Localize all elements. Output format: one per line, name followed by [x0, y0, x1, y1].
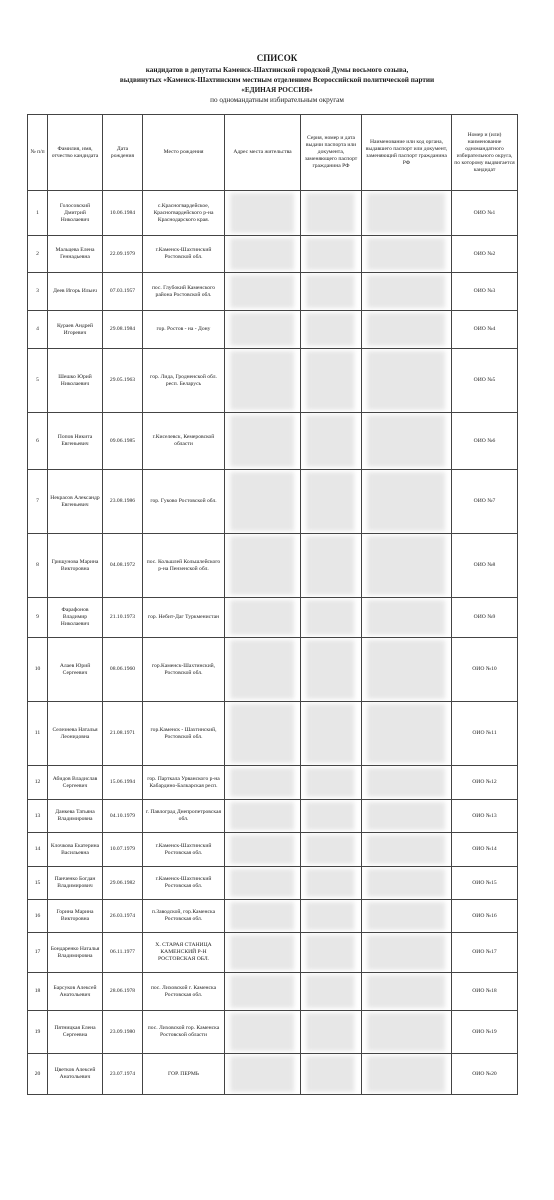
cell-num: 17 [28, 933, 48, 973]
cell-district: ОИО №20 [452, 1054, 518, 1095]
table-row [28, 766, 518, 800]
cell-dob: 08.06.1960 [103, 638, 143, 702]
table-row [28, 598, 518, 638]
cell-address-redacted [225, 1011, 301, 1054]
cell-passport-redacted [301, 470, 362, 534]
cell-num: 10 [28, 638, 48, 702]
table-row [28, 1054, 518, 1095]
cell-issuer-redacted [362, 273, 452, 311]
cell-dob: 23.07.1974 [103, 1054, 143, 1095]
cell-num: 11 [28, 702, 48, 766]
header-line-3: «ЕДИНАЯ РОССИЯ» [241, 86, 313, 94]
cell-birthplace: пос. Лиховской г. Каменска Ростовская обл. [143, 973, 225, 1011]
cell-district: ОИО №7 [452, 470, 518, 534]
cell-issuer-redacted [362, 236, 452, 273]
cell-district: ОИО №12 [452, 766, 518, 800]
cell-address-redacted [225, 800, 301, 833]
cell-birthplace: с.Красногвардейское, Красногвардейского р-на Краснодарского края. [143, 191, 225, 236]
column-header-birthplace: Место рождения [143, 115, 225, 191]
cell-address-redacted [225, 867, 301, 900]
column-header-passport: Серия, номер и дата выдачи паспорта или документа, заменяющего паспорт гражданина РФ [301, 115, 362, 191]
cell-num: 18 [28, 973, 48, 1011]
cell-issuer-redacted [362, 867, 452, 900]
table-row [28, 534, 518, 598]
cell-passport-redacted [301, 638, 362, 702]
cell-passport-redacted [301, 973, 362, 1011]
cell-address-redacted [225, 311, 301, 349]
cell-birthplace: п.Заводской, гор.Каменска Ростовская обл. [143, 900, 225, 933]
cell-name: Некрасов Александр Евгеньевич [48, 470, 103, 534]
cell-address-redacted [225, 598, 301, 638]
cell-passport-redacted [301, 311, 362, 349]
table-row [28, 933, 518, 973]
cell-passport-redacted [301, 900, 362, 933]
cell-passport-redacted [301, 833, 362, 867]
cell-name: Шешко Юрий Николаевич [48, 349, 103, 413]
cell-name: Горина Марина Викторовна [48, 900, 103, 933]
cell-num: 16 [28, 900, 48, 933]
cell-num: 14 [28, 833, 48, 867]
cell-birthplace: г.Киселевск, Кемеровской области [143, 413, 225, 470]
cell-name: Фарафонов Владимир Николаевич [48, 598, 103, 638]
cell-district: ОИО №2 [452, 236, 518, 273]
cell-dob: 23.09.1980 [103, 1011, 143, 1054]
cell-issuer-redacted [362, 766, 452, 800]
cell-num: 12 [28, 766, 48, 800]
cell-address-redacted [225, 236, 301, 273]
cell-birthplace: гор.Каменск - Шахтинский, Ростовской обл. [143, 702, 225, 766]
cell-name: Абидов Владислав Сергеевич [48, 766, 103, 800]
cell-name: Барсуков Алексей Анатольевич [48, 973, 103, 1011]
cell-num: 1 [28, 191, 48, 236]
cell-passport-redacted [301, 273, 362, 311]
cell-num: 2 [28, 236, 48, 273]
cell-address-redacted [225, 1054, 301, 1095]
cell-dob: 07.03.1957 [103, 273, 143, 311]
cell-issuer-redacted [362, 933, 452, 973]
cell-name: Клочкова Екатерина Васильевна [48, 833, 103, 867]
table-row [28, 800, 518, 833]
cell-dob: 10.06.1984 [103, 191, 143, 236]
cell-birthplace: гор. Небит-Даг Туркменистан [143, 598, 225, 638]
cell-birthplace: Х. СТАРАЯ СТАНИЦА КАМЕНСКИЙ Р-Н РОСТОВСКАЯ ОБЛ. [143, 933, 225, 973]
cell-birthplace: гор. Ростов - на - Дону [143, 311, 225, 349]
cell-num: 15 [28, 867, 48, 900]
cell-dob: 04.08.1972 [103, 534, 143, 598]
table-header-row [28, 115, 518, 191]
cell-name: Селезнева Наталья Леонидовна [48, 702, 103, 766]
cell-num: 4 [28, 311, 48, 349]
cell-passport-redacted [301, 933, 362, 973]
cell-birthplace: пос. Лиховской гор. Каменска Ростовской области [143, 1011, 225, 1054]
table-row [28, 470, 518, 534]
cell-passport-redacted [301, 867, 362, 900]
cell-issuer-redacted [362, 638, 452, 702]
cell-passport-redacted [301, 598, 362, 638]
cell-district: ОИО №15 [452, 867, 518, 900]
cell-dob: 29.06.1982 [103, 867, 143, 900]
cell-num: 6 [28, 413, 48, 470]
cell-issuer-redacted [362, 833, 452, 867]
cell-address-redacted [225, 933, 301, 973]
document-header [0, 0, 554, 105]
cell-passport-redacted [301, 349, 362, 413]
cell-district: ОИО №13 [452, 800, 518, 833]
cell-birthplace: г.Каменск-Шахтинский Ростовская обл. [143, 833, 225, 867]
cell-name: Цветков Алексей Анатольевич [48, 1054, 103, 1095]
table-row [28, 311, 518, 349]
cell-address-redacted [225, 900, 301, 933]
cell-num: 13 [28, 800, 48, 833]
cell-birthplace: гор. Парткала Урванского р-на Кабардино-Балкарская респ. [143, 766, 225, 800]
cell-address-redacted [225, 191, 301, 236]
column-header-district: Номер и (или) наименование одномандатного избирательного округа, по которому выдвигается кандидат [452, 115, 518, 191]
cell-district: ОИО №1 [452, 191, 518, 236]
cell-name: Деев Игорь Ильич [48, 273, 103, 311]
table-row [28, 833, 518, 867]
cell-num: 5 [28, 349, 48, 413]
cell-name: Грищунова Марина Викторовна [48, 534, 103, 598]
cell-name: Кураев Андрей Игоревич [48, 311, 103, 349]
cell-dob: 09.06.1985 [103, 413, 143, 470]
document-title: СПИСОК [256, 53, 298, 63]
cell-issuer-redacted [362, 900, 452, 933]
column-header-name: Фамилия, имя, отчество кандидата [48, 115, 103, 191]
table-row [28, 413, 518, 470]
cell-name: Бондаренко Наталья Владимировна [48, 933, 103, 973]
cell-dob: 29.08.1984 [103, 311, 143, 349]
cell-birthplace: гор. Гуково Ростовской обл. [143, 470, 225, 534]
cell-name: Голосовский Дмитрий Николаевич [48, 191, 103, 236]
cell-dob: 21.08.1971 [103, 702, 143, 766]
cell-passport-redacted [301, 766, 362, 800]
cell-num: 19 [28, 1011, 48, 1054]
cell-dob: 04.10.1979 [103, 800, 143, 833]
column-header-num: № п/п [28, 115, 48, 191]
cell-district: ОИО №17 [452, 933, 518, 973]
table-row [28, 236, 518, 273]
cell-district: ОИО №10 [452, 638, 518, 702]
cell-address-redacted [225, 702, 301, 766]
cell-district: ОИО №5 [452, 349, 518, 413]
table-row [28, 273, 518, 311]
cell-district: ОИО №18 [452, 973, 518, 1011]
candidates-table [27, 114, 518, 1095]
cell-birthplace: г.Каменск-Шахтинский Ростовская обл. [143, 867, 225, 900]
cell-address-redacted [225, 273, 301, 311]
cell-issuer-redacted [362, 413, 452, 470]
cell-issuer-redacted [362, 311, 452, 349]
cell-num: 3 [28, 273, 48, 311]
cell-dob: 29.05.1963 [103, 349, 143, 413]
cell-passport-redacted [301, 413, 362, 470]
cell-name: Пятницкая Елена Сергеевна [48, 1011, 103, 1054]
cell-name: Попов Никита Евгеньевич [48, 413, 103, 470]
cell-district: ОИО №19 [452, 1011, 518, 1054]
cell-num: 20 [28, 1054, 48, 1095]
cell-district: ОИО №9 [452, 598, 518, 638]
cell-birthplace: ГОР. ПЕРМЬ [143, 1054, 225, 1095]
cell-dob: 10.07.1979 [103, 833, 143, 867]
cell-dob: 28.06.1978 [103, 973, 143, 1011]
cell-name: Мальцева Елена Геннадьевна [48, 236, 103, 273]
column-header-address: Адрес места жительства [225, 115, 301, 191]
cell-passport-redacted [301, 191, 362, 236]
cell-dob: 23.08.1986 [103, 470, 143, 534]
cell-address-redacted [225, 973, 301, 1011]
cell-district: ОИО №4 [452, 311, 518, 349]
table-row [28, 1011, 518, 1054]
cell-address-redacted [225, 766, 301, 800]
cell-issuer-redacted [362, 973, 452, 1011]
cell-issuer-redacted [362, 1011, 452, 1054]
cell-issuer-redacted [362, 349, 452, 413]
cell-name: Панченко Богдан Владимирович [48, 867, 103, 900]
cell-dob: 21.10.1973 [103, 598, 143, 638]
cell-address-redacted [225, 470, 301, 534]
cell-district: ОИО №14 [452, 833, 518, 867]
cell-birthplace: пос. Кольшлей Кольшлейского р-на Пензенской обл. [143, 534, 225, 598]
cell-issuer-redacted [362, 800, 452, 833]
table-row [28, 702, 518, 766]
cell-dob: 15.06.1994 [103, 766, 143, 800]
column-header-dob: Дата рождения [103, 115, 143, 191]
cell-birthplace: пос. Глубокий Каменского района Ростовской обл. [143, 273, 225, 311]
cell-district: ОИО №8 [452, 534, 518, 598]
table-row [28, 638, 518, 702]
header-line-4: по одномандатным избирательным округам [210, 96, 344, 104]
cell-address-redacted [225, 534, 301, 598]
table-row [28, 900, 518, 933]
cell-issuer-redacted [362, 534, 452, 598]
cell-issuer-redacted [362, 598, 452, 638]
cell-birthplace: гор.Каменск-Шахтинский, Ростовской обл. [143, 638, 225, 702]
cell-passport-redacted [301, 1054, 362, 1095]
cell-issuer-redacted [362, 191, 452, 236]
cell-district: ОИО №11 [452, 702, 518, 766]
cell-issuer-redacted [362, 702, 452, 766]
header-line-2: выдвинутых «Каменск-Шахтинским местным отделением Всероссийской политической партии [119, 76, 435, 84]
cell-address-redacted [225, 638, 301, 702]
cell-name: Данкева Татьяна Владимировна [48, 800, 103, 833]
cell-district: ОИО №6 [452, 413, 518, 470]
cell-passport-redacted [301, 236, 362, 273]
cell-passport-redacted [301, 1011, 362, 1054]
cell-address-redacted [225, 833, 301, 867]
cell-district: ОИО №16 [452, 900, 518, 933]
cell-birthplace: гор. Лида, Гродненской обл. респ. Беларусь [143, 349, 225, 413]
table-row [28, 191, 518, 236]
cell-issuer-redacted [362, 1054, 452, 1095]
cell-passport-redacted [301, 702, 362, 766]
cell-dob: 22.09.1979 [103, 236, 143, 273]
cell-name: Алаев Юрий Сергеевич [48, 638, 103, 702]
table-row [28, 867, 518, 900]
cell-birthplace: г.Каменск-Шахтинский Ростовской обл. [143, 236, 225, 273]
header-line-1: кандидатов в депутаты Каменск-Шахтинской городской Думы восьмого созыва, [145, 66, 409, 74]
cell-address-redacted [225, 349, 301, 413]
cell-passport-redacted [301, 534, 362, 598]
cell-num: 9 [28, 598, 48, 638]
cell-num: 8 [28, 534, 48, 598]
cell-dob: 06.11.1977 [103, 933, 143, 973]
column-header-issuer: Наименование или код органа, выдавшего паспорт или документ, заменяющий паспорт гражданина РФ [362, 115, 452, 191]
table-row [28, 349, 518, 413]
cell-passport-redacted [301, 800, 362, 833]
cell-address-redacted [225, 413, 301, 470]
cell-birthplace: г. Павлоград Днепропетровская обл. [143, 800, 225, 833]
cell-dob: 26.03.1974 [103, 900, 143, 933]
table-row [28, 973, 518, 1011]
cell-issuer-redacted [362, 470, 452, 534]
cell-num: 7 [28, 470, 48, 534]
cell-district: ОИО №3 [452, 273, 518, 311]
